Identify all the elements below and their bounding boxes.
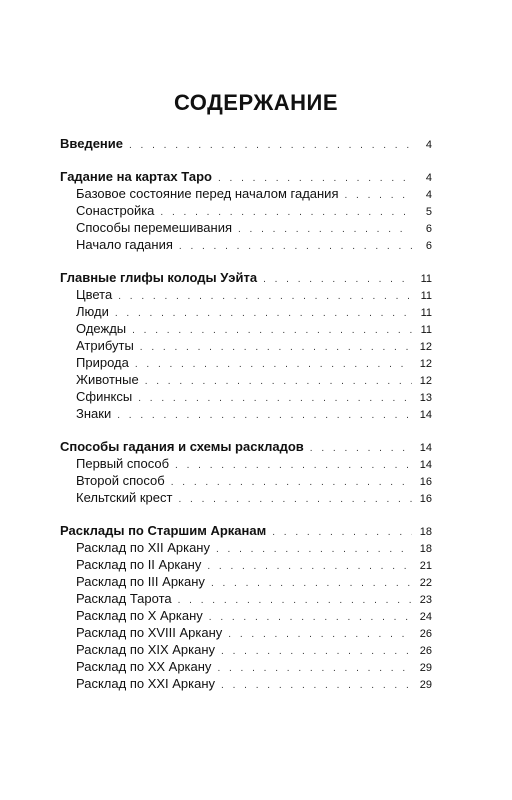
toc-entry-page-number: 13 [419, 392, 432, 404]
toc-entry-label: Люди [76, 304, 109, 319]
toc-section [60, 269, 432, 422]
toc-entry-label: Сонастройка [76, 203, 155, 218]
dot-leader [221, 677, 412, 694]
toc-entry-page-number: 14 [419, 409, 432, 421]
dot-leader [179, 238, 412, 255]
dot-leader [132, 322, 412, 339]
toc-entry[interactable] [60, 658, 432, 675]
toc-entry-page-number: 16 [419, 476, 432, 488]
dot-leader [115, 305, 412, 322]
dot-leader [171, 474, 412, 491]
toc-entry[interactable] [60, 590, 432, 607]
toc-entry-label: Способы перемешивания [76, 220, 232, 235]
toc-entry[interactable] [60, 236, 432, 253]
toc-entry[interactable] [60, 286, 432, 303]
toc-entry-label: Начало гадания [76, 237, 173, 252]
toc-entry-page-number: 18 [419, 543, 432, 555]
toc-section-heading[interactable] [60, 438, 432, 455]
toc-entry[interactable] [60, 337, 432, 354]
toc-section-heading-page-number: 4 [425, 139, 432, 151]
toc-entry-page-number: 26 [419, 645, 432, 657]
toc-entry-page-number: 11 [420, 324, 432, 336]
toc-entry-label: Первый способ [76, 456, 170, 471]
toc-section-heading-label: Расклады по Старшим Арканам [60, 523, 267, 538]
toc-entry-label: Знаки [76, 406, 112, 421]
toc-entry-page-number: 12 [419, 341, 432, 353]
toc-entry-page-number: 24 [419, 611, 432, 623]
table-of-contents [60, 135, 432, 708]
dot-leader [209, 609, 412, 626]
toc-entry-label: Расклад по XX Аркану [76, 659, 212, 674]
toc-entry-label: Расклад по XIX Аркану [76, 642, 216, 657]
toc-entry-page-number: 23 [419, 594, 432, 606]
dot-leader [310, 440, 412, 457]
toc-entry-page-number: 22 [419, 577, 432, 589]
toc-entry-page-number: 26 [419, 628, 432, 640]
toc-section [60, 438, 432, 506]
toc-entry[interactable] [60, 354, 432, 371]
toc-entry-label: Расклад по XXI Аркану [76, 676, 216, 691]
dot-leader [145, 373, 412, 390]
toc-entry[interactable] [60, 573, 432, 590]
dot-leader [216, 541, 412, 558]
toc-entry-page-number: 6 [425, 223, 432, 235]
toc-entry-label: Цвета [76, 287, 113, 302]
toc-entry[interactable] [60, 303, 432, 320]
toc-entry[interactable] [60, 405, 432, 422]
page-title: СОДЕРЖАНИЕ [173, 90, 339, 115]
toc-entry[interactable] [60, 202, 432, 219]
toc-entry-label: Расклад по XVIII Аркану [76, 625, 223, 640]
dot-leader [272, 524, 412, 541]
toc-section-heading-label: Гадание на картах Таро [60, 169, 212, 184]
toc-entry[interactable] [60, 185, 432, 202]
toc-entry-label: Расклад по XII Аркану [76, 540, 210, 555]
toc-entry[interactable] [60, 539, 432, 556]
toc-entry-label: Кельтский крест [76, 490, 173, 505]
dot-leader [178, 491, 412, 508]
toc-entry[interactable] [60, 388, 432, 405]
dot-leader [129, 137, 412, 154]
toc-entry-page-number: 12 [419, 358, 432, 370]
toc-section-heading-page-number: 18 [419, 526, 432, 538]
toc-entry-label: Базовое состояние перед началом гадания [76, 186, 339, 201]
toc-entry-page-number: 29 [419, 679, 432, 691]
toc-entry-label: Животные [76, 372, 139, 387]
toc-entry-page-number: 5 [425, 206, 432, 218]
toc-entry-label: Атрибуты [76, 338, 134, 353]
toc-entry-page-number: 4 [425, 189, 432, 201]
dot-leader [118, 288, 412, 305]
toc-entry[interactable] [60, 472, 432, 489]
toc-section-heading-page-number: 11 [420, 273, 432, 285]
toc-entry-label: Второй способ [76, 473, 165, 488]
toc-entry-page-number: 12 [419, 375, 432, 387]
toc-entry-page-number: 6 [425, 240, 432, 252]
toc-entry[interactable] [60, 607, 432, 624]
toc-section-heading[interactable] [60, 522, 432, 539]
toc-entry-page-number: 29 [419, 662, 432, 674]
toc-entry[interactable] [60, 641, 432, 658]
dot-leader [228, 626, 412, 643]
toc-entry[interactable] [60, 489, 432, 506]
toc-entry[interactable] [60, 320, 432, 337]
toc-section-heading-page-number: 4 [425, 172, 432, 184]
toc-entry-label: Природа [76, 355, 129, 370]
toc-section-heading-label: Способы гадания и схемы раскладов [60, 439, 304, 454]
dot-leader [140, 339, 412, 356]
dot-leader [263, 271, 412, 288]
toc-entry-label: Расклад по III Аркану [76, 574, 205, 589]
toc-entry-page-number: 11 [420, 290, 432, 302]
toc-entry-page-number: 21 [419, 560, 432, 572]
toc-section [60, 522, 432, 692]
toc-entry-label: Одежды [76, 321, 127, 336]
toc-entry-label: Расклад по X Аркану [76, 608, 203, 623]
dot-leader [138, 390, 412, 407]
toc-section-heading-label: Введение [60, 136, 123, 151]
dot-leader [211, 575, 412, 592]
dot-leader [117, 407, 412, 424]
toc-entry-label: Расклад Тарота [76, 591, 172, 606]
toc-entry-page-number: 14 [419, 459, 432, 471]
dot-leader [345, 187, 413, 204]
toc-entry[interactable] [60, 556, 432, 573]
toc-section-heading-page-number: 14 [419, 442, 432, 454]
toc-entry-page-number: 16 [419, 493, 432, 505]
toc-entry[interactable] [60, 675, 432, 692]
toc-section [60, 168, 432, 253]
toc-entry[interactable] [60, 455, 432, 472]
toc-entry-label: Расклад по II Аркану [76, 557, 202, 572]
toc-entry-label: Сфинксы [76, 389, 133, 404]
toc-section-heading[interactable] [60, 269, 432, 286]
toc-entry[interactable] [60, 371, 432, 388]
toc-section-heading-label: Главные глифы колоды Уэйта [60, 270, 258, 285]
dot-leader [238, 221, 412, 238]
dot-leader [217, 660, 412, 677]
toc-entry-page-number: 11 [420, 307, 432, 319]
toc-section-heading[interactable] [60, 168, 432, 185]
dot-leader [175, 457, 412, 474]
dot-leader [135, 356, 412, 373]
toc-entry[interactable] [60, 219, 432, 236]
toc-entry[interactable] [60, 624, 432, 641]
dot-leader [178, 592, 412, 609]
dot-leader [207, 558, 412, 575]
dot-leader [221, 643, 412, 660]
toc-section [60, 135, 432, 152]
toc-section-heading[interactable] [60, 135, 432, 152]
